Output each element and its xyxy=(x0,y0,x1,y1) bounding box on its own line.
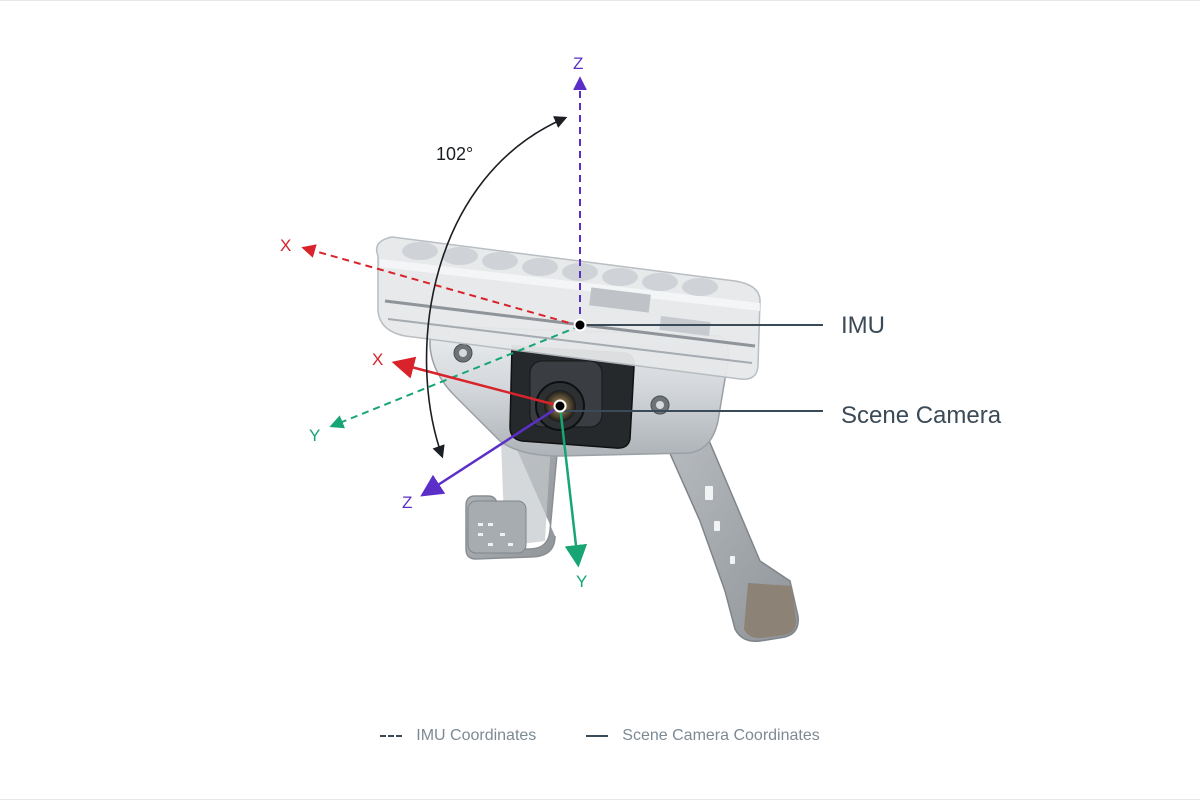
camera-x-label: X xyxy=(372,350,384,369)
imu-x-label: X xyxy=(280,236,292,255)
solid-line-icon xyxy=(586,735,608,737)
legend-item-imu xyxy=(380,727,536,745)
imu-origin-dot xyxy=(575,320,586,331)
imu-z-label: Z xyxy=(573,54,584,73)
camera-origin-dot xyxy=(555,401,566,412)
legend xyxy=(0,727,1200,745)
imu-callout-label: IMU xyxy=(841,312,885,339)
legend-item-camera xyxy=(586,727,819,745)
imu-y-label: Y xyxy=(309,426,321,445)
camera-y-label: Y xyxy=(576,572,588,591)
scene-camera-callout-label: Scene Camera xyxy=(841,402,1002,429)
device-illustration xyxy=(377,237,799,641)
dashed-line-icon xyxy=(380,735,402,737)
angle-label: 102° xyxy=(436,144,474,164)
camera-z-label: Z xyxy=(402,493,413,512)
legend-camera-label: Scene Camera Coordinates xyxy=(622,727,820,744)
legend-imu-label: IMU Coordinates xyxy=(416,727,537,744)
coordinate-diagram xyxy=(0,1,1200,800)
